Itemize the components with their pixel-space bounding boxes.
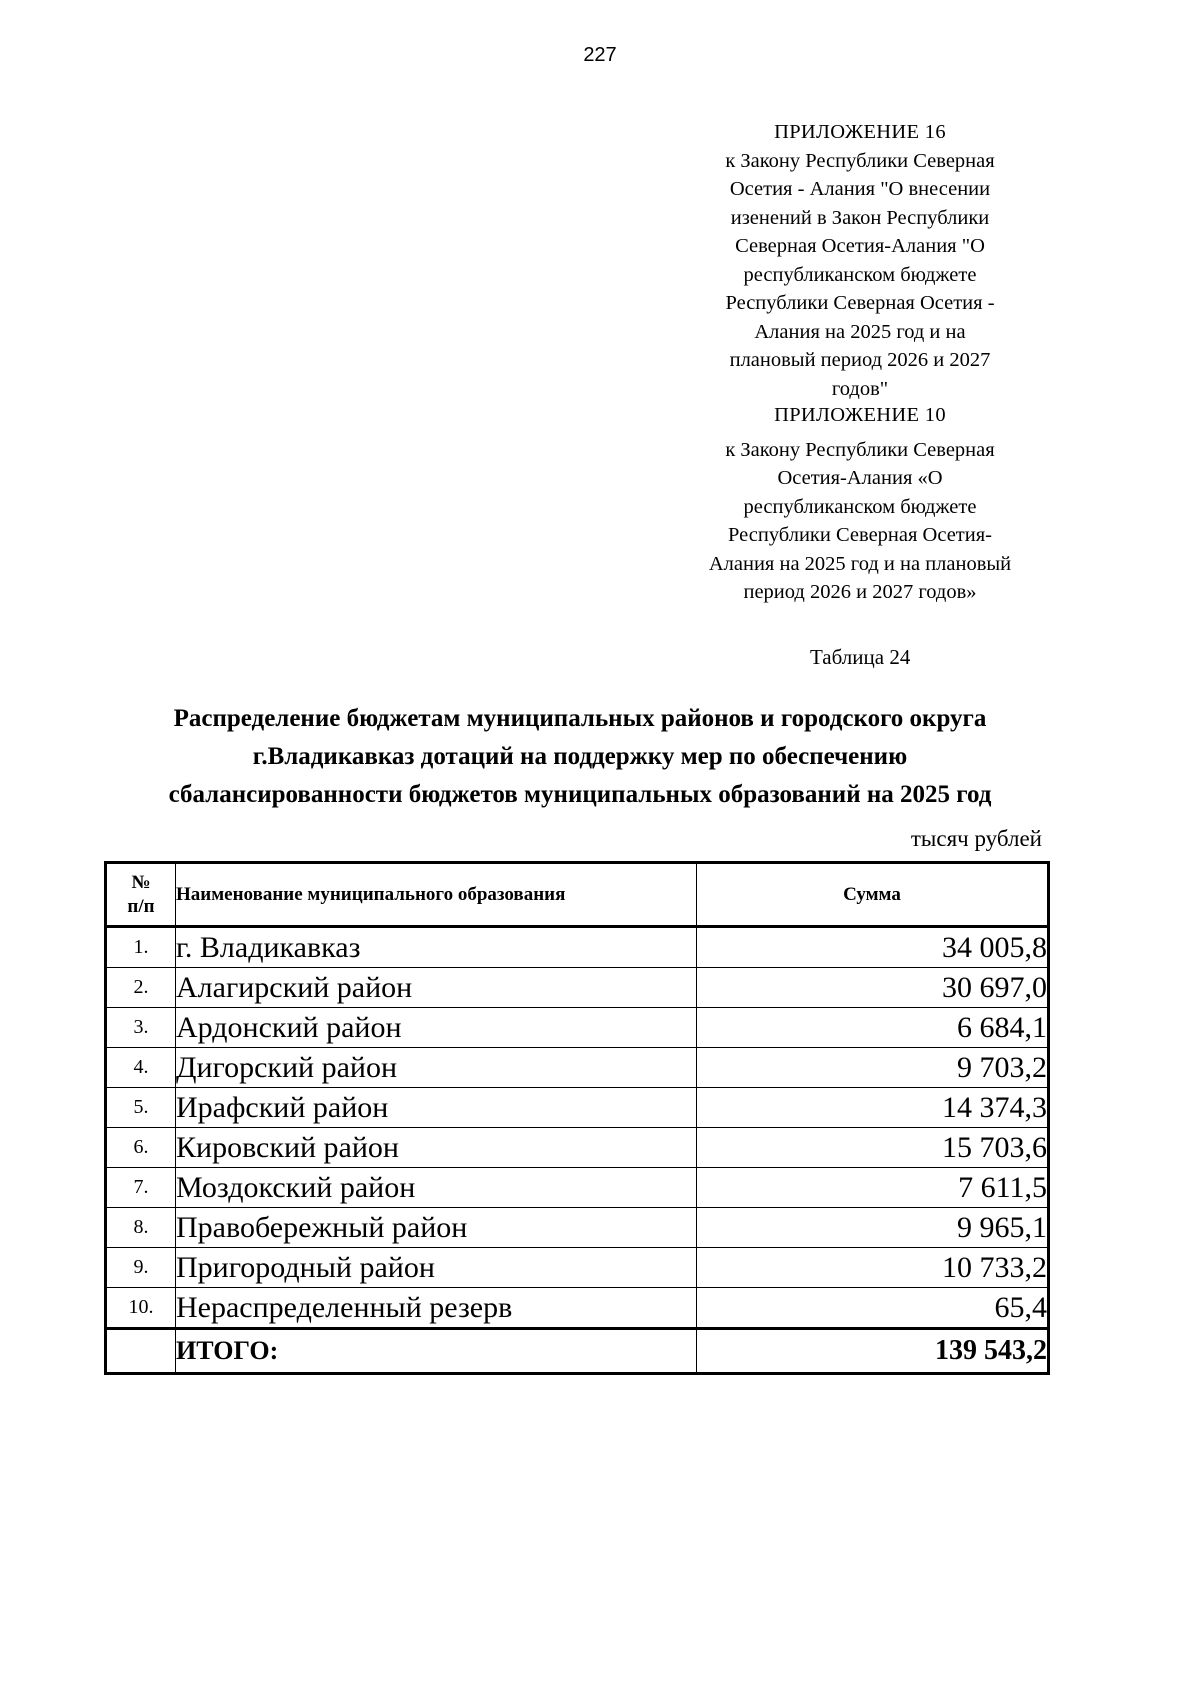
row-sum: 65,4 [697, 1288, 1049, 1329]
row-name: Кировский район [176, 1128, 697, 1168]
annex-10-line: Республики Северная Осетия- [728, 524, 992, 546]
row-number: 10. [106, 1288, 176, 1329]
row-name: Правобережный район [176, 1208, 697, 1248]
header-name: Наименование муниципального образования [176, 863, 697, 927]
annex-10-line: период 2026 и 2027 годов» [743, 581, 977, 603]
table-row [106, 1088, 1049, 1128]
annex-16-line: Алания на 2025 год и на [754, 320, 966, 343]
row-sum: 9 965,1 [697, 1208, 1049, 1248]
table-row [106, 1248, 1049, 1288]
title-line: сбалансированности бюджетов муниципальных образований на 2025 год [168, 781, 992, 808]
annex-10-line: Осетия-Алания «О [777, 467, 943, 489]
annex-16-line: годов" [831, 377, 889, 400]
row-name: Ирафский район [176, 1088, 697, 1128]
row-number: 7. [106, 1168, 176, 1208]
annex-10-line: к Закону Республики Северная [725, 438, 995, 461]
row-number: 8. [106, 1208, 176, 1248]
row-sum: 30 697,0 [697, 968, 1049, 1008]
row-sum: 10 733,2 [697, 1248, 1049, 1288]
row-sum: 9 703,2 [697, 1048, 1049, 1088]
row-number: 1. [106, 927, 176, 968]
row-sum: 34 005,8 [697, 927, 1049, 968]
annex-10-line: республиканском бюджете [743, 495, 977, 518]
annex-16-line: плановый период 2026 и 2027 [729, 349, 991, 371]
table-row [106, 1208, 1049, 1248]
table-row [106, 968, 1049, 1008]
annex-16-line: к Закону Республики Северная [725, 149, 995, 172]
table-row [106, 1048, 1049, 1088]
table-row [106, 1008, 1049, 1048]
total-sum: 139 543,2 [697, 1329, 1049, 1374]
row-name: Моздокский район [176, 1168, 697, 1208]
annex-16-line: Осетия - Алания "О внесении [729, 178, 991, 200]
annex-10-heading: ПРИЛОЖЕНИЕ 10 [774, 404, 946, 426]
row-number: 3. [106, 1008, 176, 1048]
table-row [106, 1168, 1049, 1208]
row-name: Пригородный район [176, 1248, 697, 1288]
header-number-line1: № [131, 871, 151, 893]
row-sum: 14 374,3 [697, 1088, 1049, 1128]
annex-16-header [680, 118, 1040, 403]
row-name: Алагирский район [176, 968, 697, 1008]
row-name: г. Владикавказ [176, 927, 697, 968]
document-title [100, 700, 1060, 814]
total-number-empty [106, 1329, 176, 1374]
annex-16-heading: ПРИЛОЖЕНИЕ 16 [774, 121, 946, 143]
row-number: 5. [106, 1088, 176, 1128]
row-number: 6. [106, 1128, 176, 1168]
header-number-line2: п/п [127, 895, 155, 917]
annex-16-line: Республики Северная Осетия - [725, 292, 995, 314]
header-sum: Сумма [697, 863, 1049, 927]
row-name: Дигорский район [176, 1048, 697, 1088]
distribution-table [104, 861, 1050, 1375]
row-sum: 15 703,6 [697, 1128, 1049, 1168]
annex-16-line: республиканском бюджете [743, 263, 977, 286]
total-row [106, 1329, 1049, 1374]
table-row [106, 1128, 1049, 1168]
row-number: 2. [106, 968, 176, 1008]
table-row [106, 1288, 1049, 1329]
title-line: Распределение бюджетам муниципальных районов и городского округа [173, 705, 987, 732]
row-number: 4. [106, 1048, 176, 1088]
row-sum: 6 684,1 [697, 1008, 1049, 1048]
title-line: г.Владикавказ дотаций на поддержку мер по обеспечению [252, 743, 908, 770]
row-sum: 7 611,5 [697, 1168, 1049, 1208]
annex-16-body [680, 147, 1040, 404]
annex-16-line: Северная Осетия-Алания "О [735, 235, 985, 257]
row-name: Ардонский район [176, 1008, 697, 1048]
annex-16-line: изенений в Закон Республики [730, 206, 990, 229]
units-label: тысяч рублей [910, 826, 1042, 851]
table-header-row [106, 863, 1049, 927]
table-label: Таблица 24 [810, 645, 911, 669]
annex-10-header [680, 401, 1040, 607]
header-number [106, 863, 176, 927]
row-number: 9. [106, 1248, 176, 1288]
total-label: ИТОГО: [176, 1329, 697, 1374]
annex-10-line: Алания на 2025 год и на плановый [708, 552, 1012, 575]
page-number: 227 [583, 44, 617, 66]
table-row [106, 927, 1049, 968]
row-name: Нераспределенный резерв [176, 1288, 697, 1329]
annex-10-body [680, 436, 1040, 607]
